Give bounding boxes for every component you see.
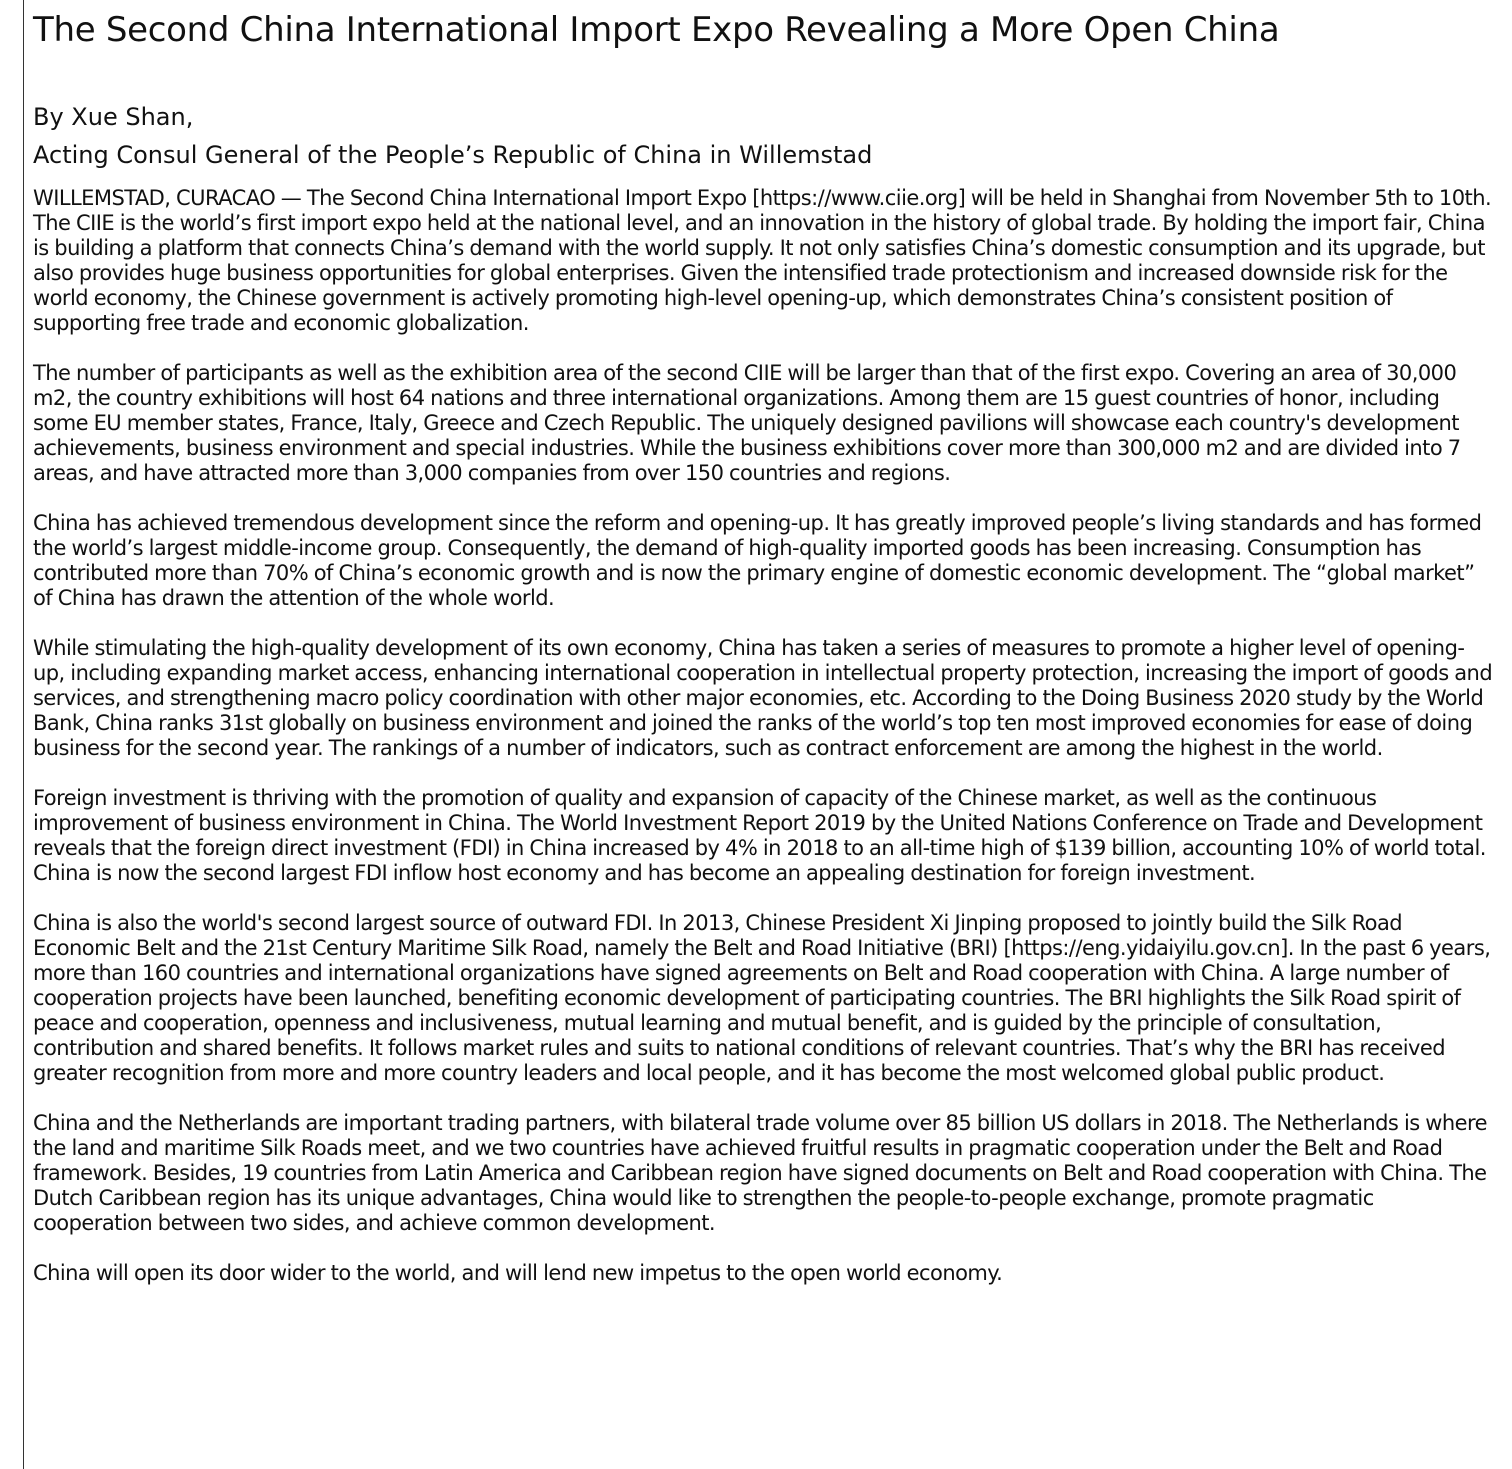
article-body — [33, 186, 1495, 1286]
byline-author: By Xue Shan, — [33, 103, 194, 131]
byline — [33, 98, 1495, 174]
paragraph: China has achieved tremendous development since the reform and opening-up. It has greatly improved people’s living standards and has formed the world’s largest middle-income group. Consequently, the demand of high-quality imported goods has been increasing. Consumption has contributed more than 70% of China’s economic growth and is now the primary engine of domestic economic development. The “global market” of China has drawn the attention of the whole world. — [33, 511, 1482, 610]
paragraph: The number of participants as well as the exhibition area of the second CIIE will be larger than that of the first expo. Covering an area of 30,000 m2, the country exhibitions will host 64 nations and three international organizations. Among them are 15 guest countries of honor, including some EU member states, France, Italy, Greece and Czech Republic. The uniquely designed pavilions will showcase each country's development achievements, business environment and special industries. While the business exhibitions cover more than 300,000 m2 and are divided into 7 areas, and have attracted more than 3,000 companies from over 150 countries and regions. — [33, 361, 1461, 485]
paragraph: WILLEMSTAD, CURACAO — The Second China International Import Expo [https://www.ciie.org] will be held in Shanghai from November 5th to 10th. The CIIE is the world’s first import expo held at the national level, and an innovation in the history of global trade. By holding the import fair, China is building a platform that connects China’s demand with the world supply. It not only satisfies China’s domestic consumption and its upgrade, but also provides huge business opportunities for global enterprises. Given the intensified trade protectionism and increased downside risk for the world economy, the Chinese government is actively promoting high-level opening-up, which demonstrates China’s consistent position of supporting free trade and economic globalization. — [33, 186, 1492, 335]
paragraph: While stimulating the high-quality development of its own economy, China has taken a series of measures to promote a higher level of opening-up, including expanding market access, enhancing international cooperation in intellectual property protection, increasing the import of goods and services, and strengthening macro policy coordination with other major economies, etc. According to the Doing Business 2020 study by the World Bank, China ranks 31st globally on business environment and joined the ranks of the world’s top ten most improved economies for ease of doing business for the second year. The rankings of a number of indicators, such as contract enforcement are among the highest in the world. — [33, 636, 1493, 760]
byline-role: Acting Consul General of the People’s Republic of China in Willemstad — [33, 141, 873, 169]
paragraph: China will open its door wider to the world, and will lend new impetus to the open world economy. — [33, 1261, 1003, 1285]
left-border-rule — [23, 0, 24, 1469]
article-title: The Second China International Import Expo Revealing a More Open China — [33, 10, 1280, 50]
article — [33, 8, 1495, 1286]
paragraph: Foreign investment is thriving with the promotion of quality and expansion of capacity of the Chinese market, as well as the continuous improvement of business environment in China. The World Investment Report 2019 by the United Nations Conference on Trade and Development reveals that the foreign direct investment (FDI) in China increased by 4% in 2018 to an all-time high of $139 billion, accounting 10% of world total. China is now the second largest FDI inflow host economy and has become an appealing destination for foreign investment. — [33, 786, 1486, 885]
paragraph: China is also the world's second largest source of outward FDI. In 2013, Chinese President Xi Jinping proposed to jointly build the Silk Road Economic Belt and the 21st Century Maritime Silk Road, namely the Belt and Road Initiative (BRI) [https://eng.yidaiyilu.gov.cn]. In the past 6 years, more than 160 countries and international organizations have signed agreements on Belt and Road cooperation with China. A large number of cooperation projects have been launched, benefiting economic development of participating countries. The BRI highlights the Silk Road spirit of peace and cooperation, openness and inclusiveness, mutual learning and mutual benefit, and is guided by the principle of consultation, contribution and shared benefits. It follows market rules and suits to national conditions of relevant countries. That’s why the BRI has received greater recognition from more and more country leaders and local people, and it has become the most welcomed global public product. — [33, 911, 1491, 1085]
paragraph: China and the Netherlands are important trading partners, with bilateral trade volume over 85 billion US dollars in 2018. The Netherlands is where the land and maritime Silk Roads meet, and we two countries have achieved fruitful results in pragmatic cooperation under the Belt and Road framework. Besides, 19 countries from Latin America and Caribbean region have signed documents on Belt and Road cooperation with China. The Dutch Caribbean region has its unique advantages, China would like to strengthen the people-to-people exchange, promote pragmatic cooperation between two sides, and achieve common development. — [33, 1111, 1487, 1235]
